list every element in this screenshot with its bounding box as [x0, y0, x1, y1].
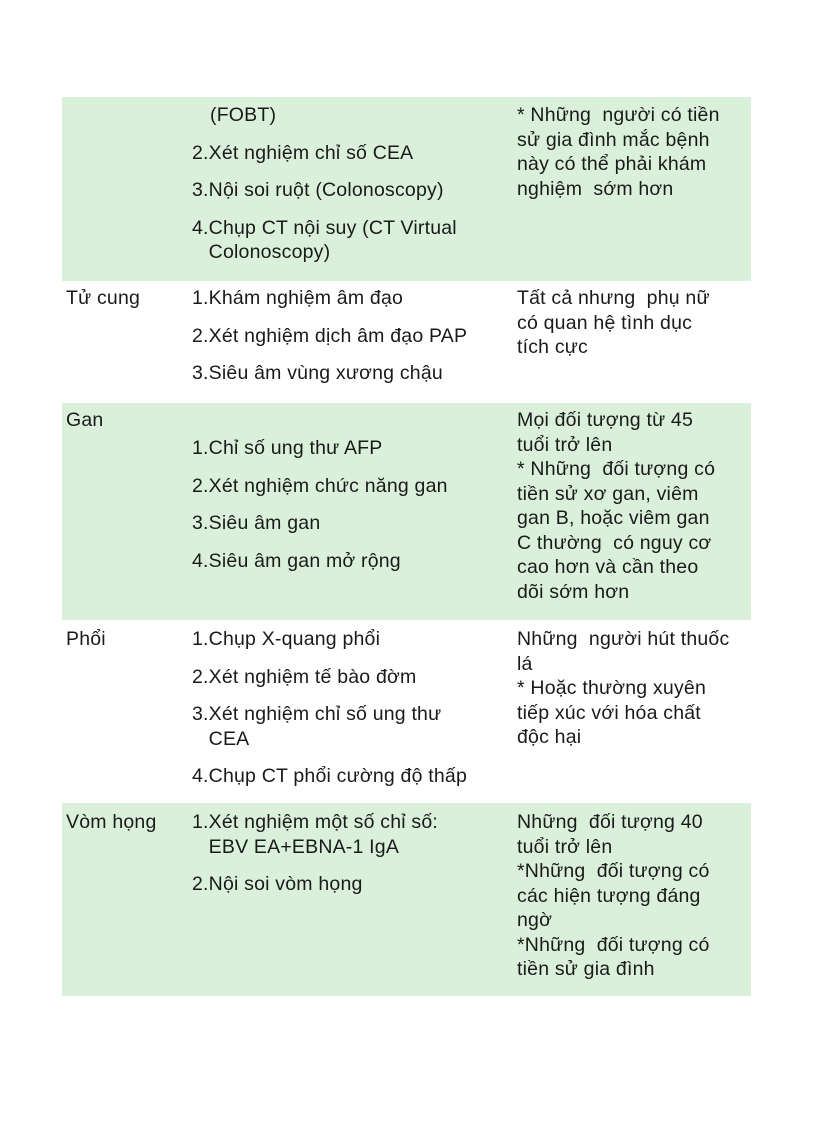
test-item: 2. Xét nghiệm chức năng gan [192, 474, 448, 497]
table-row [62, 403, 751, 620]
test-item: 3. Siêu âm vùng xương chậu [192, 362, 443, 384]
test-item: 2. Xét nghiệm tế bào đờm [192, 665, 417, 688]
test-item: 1. Chỉ số ung thư AFP [192, 437, 383, 459]
test-item: 3. Nội soi ruột (Colonoscopy) [192, 179, 444, 201]
test-item: (FOBT) [210, 104, 277, 126]
screening-table [62, 97, 751, 996]
target-cell: * Những người có tiền sử gia đình mắc bệnh này có thể phải khám nghiệm sớm hơn [517, 104, 720, 200]
target-cell: Những người hút thuốc lá * Hoặc thường xuyên tiếp xúc với hóa chất độc hại [517, 628, 730, 748]
test-item: 2. Nội soi vòm họng [192, 873, 363, 895]
test-item: 3. Xét nghiệm chỉ số ung thư CEA [192, 703, 442, 750]
test-item: 1. Khám nghiệm âm đạo [192, 287, 404, 309]
organ-cell: Gan [66, 409, 104, 431]
table-row [62, 803, 751, 996]
target-cell: Tất cả nhưng phụ nữ có quan hệ tình dục tích cực [517, 287, 710, 358]
test-item: 4. Chụp CT phổi cường độ thấp [192, 765, 468, 787]
table-row [62, 620, 751, 803]
table-row [62, 97, 751, 281]
tests-cell [192, 436, 512, 586]
table-row [62, 281, 751, 403]
tests-cell [192, 810, 512, 910]
organ-cell: Tử cung [66, 287, 141, 309]
organ-cell: Vòm họng [66, 811, 157, 833]
test-item: 2. Xét nghiệm dịch âm đạo PAP [192, 324, 468, 347]
tests-cell [192, 627, 512, 802]
organ-cell: Phổi [66, 628, 106, 650]
test-item: 4. Chụp CT nội suy (CT Virtual Colonoscopy) [192, 216, 457, 263]
target-cell: Mọi đối tượng từ 45 tuổi trở lên * Những đối tượng có tiền sử xơ gan, viêm gan B, hoặc viêm gan C thường có nguy cơ cao hơn và cần theo dõi sớm hơn [517, 409, 716, 603]
tests-cell [192, 286, 512, 399]
tests-cell [192, 103, 512, 278]
test-item: 3. Siêu âm gan [192, 512, 321, 534]
test-item: 1. Chụp X-quang phổi [192, 628, 381, 650]
target-cell: Những đối tượng 40 tuổi trở lên *Những đối tượng có các hiện tượng đáng ngờ *Những đối tượng có tiền sử gia đình [517, 811, 710, 980]
test-item: 4. Siêu âm gan mở rộng [192, 549, 401, 572]
test-item: 1. Xét nghiệm một số chỉ số: EBV EA+EBNA-1 IgA [192, 811, 439, 858]
test-item: 2. Xét nghiệm chỉ số CEA [192, 141, 414, 164]
